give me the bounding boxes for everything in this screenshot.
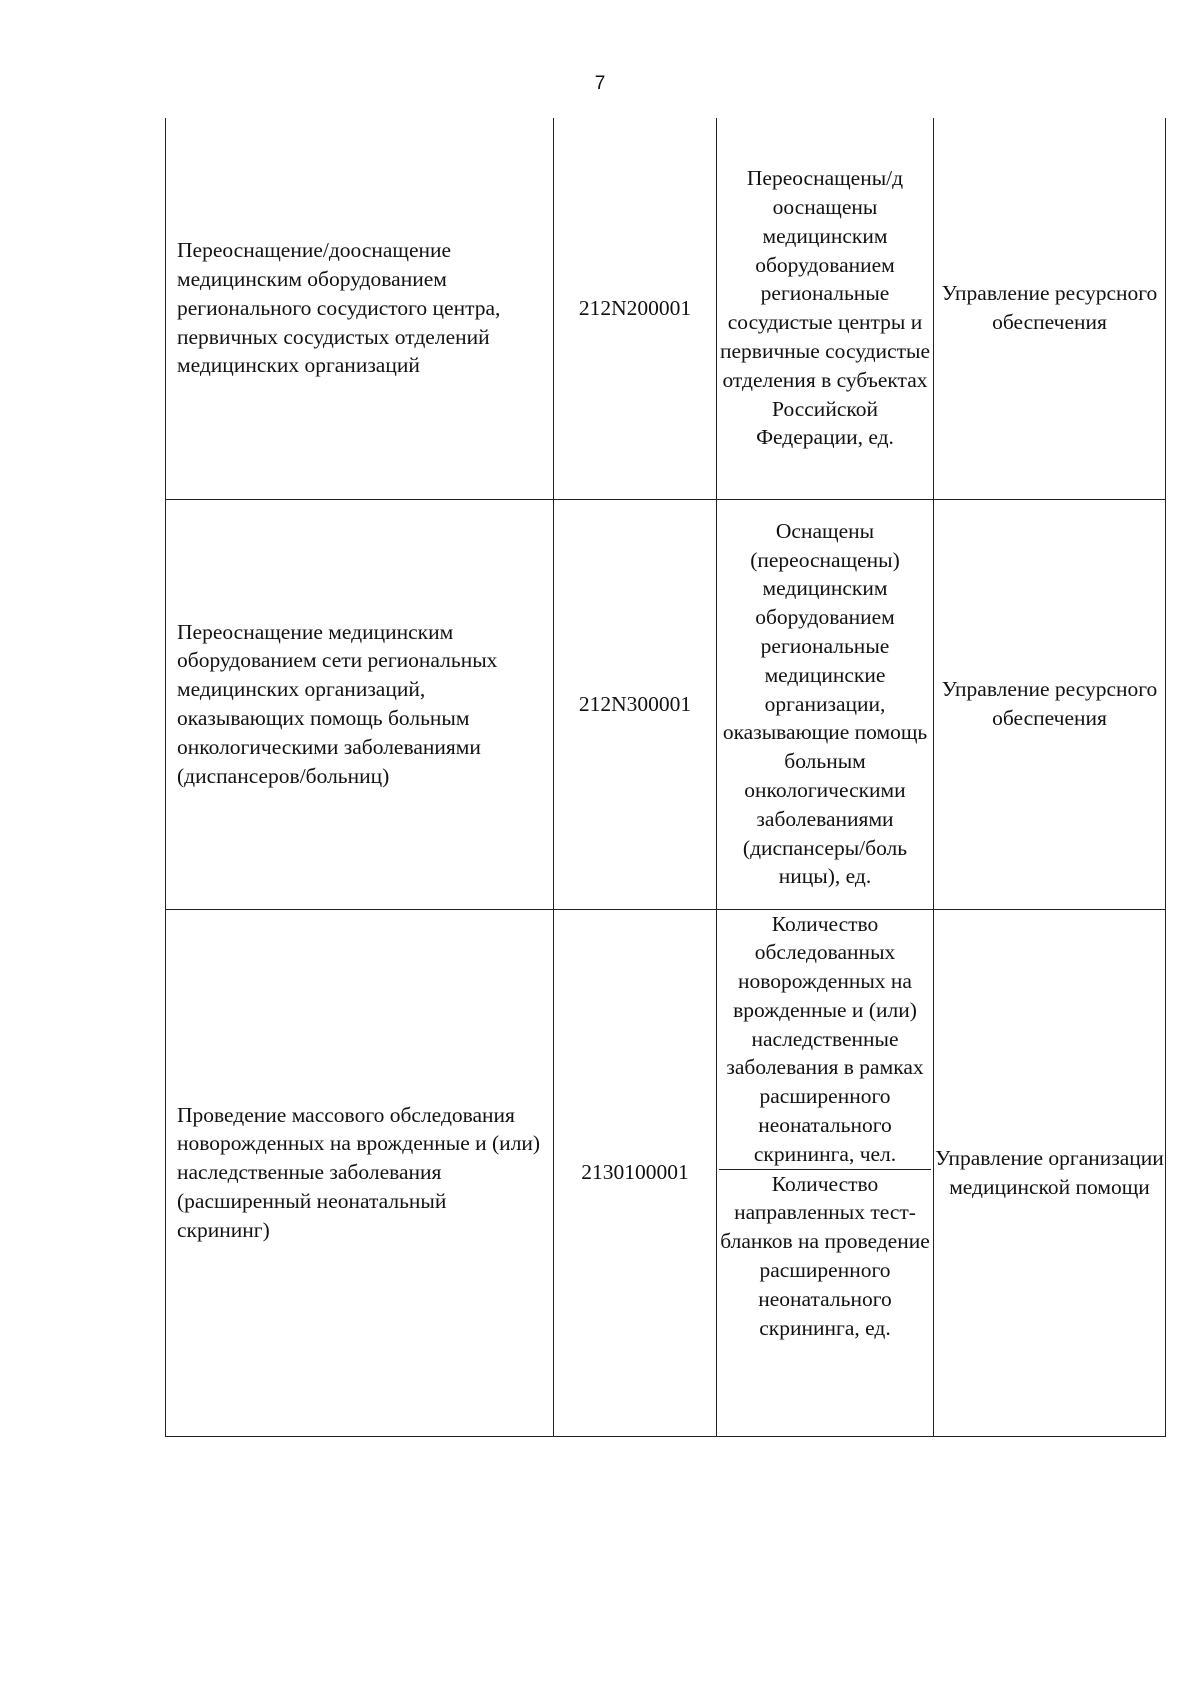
- indicator-cell: [717, 909, 934, 1436]
- indicator-test-forms-sent: Количество направленных тест-бланков на проведение расширенного неонатального скрининга, ед.: [720, 1171, 930, 1340]
- table-row: [166, 118, 1166, 499]
- indicator-cell: Оснащены (переоснащены) медицинским оборудованием региональные медицинские организации, оказывающие помощь больным онкологическими заболеваниями (диспансеры/боль ницы), ед.: [717, 499, 934, 909]
- measure-code-cell: 212N200001: [554, 118, 717, 499]
- department-cell: Управление организации медицинской помощи: [934, 909, 1166, 1436]
- measures-table: [165, 118, 1166, 1437]
- indicator-newborns-examined: Количество обследованных новорожденных на врожденные и (или) наследственные заболевания в рамках расширенного неонатального скрининга, чел.: [719, 910, 931, 1170]
- indicator-cell: Переоснащены/д ооснащены медицинским оборудованием региональные сосудистые центры и первичные сосудистые отделения в субъектах Российской Федерации, ед.: [717, 118, 934, 499]
- table-row: [166, 499, 1166, 909]
- department-cell: Управление ресурсного обеспечения: [934, 118, 1166, 499]
- measure-name-cell: Переоснащение медицинским оборудованием сети региональных медицинских организаций, оказывающих помощь больным онкологическими заболеваниями (диспансеров/больниц): [166, 499, 554, 909]
- page-number: 7: [594, 73, 606, 94]
- measure-name-cell: Проведение массового обследования новорожденных на врожденные и (или) наследственные заболевания (расширенный неонатальный скрининг): [166, 909, 554, 1436]
- table-row: [166, 909, 1166, 1436]
- measure-code-cell: 212N300001: [554, 499, 717, 909]
- department-cell: Управление ресурсного обеспечения: [934, 499, 1166, 909]
- measure-code-cell: 2130100001: [554, 909, 717, 1436]
- measure-name-cell: Переоснащение/дооснащение медицинским оборудованием регионального сосудистого центра, первичных сосудистых отделений медицинских организаций: [166, 118, 554, 499]
